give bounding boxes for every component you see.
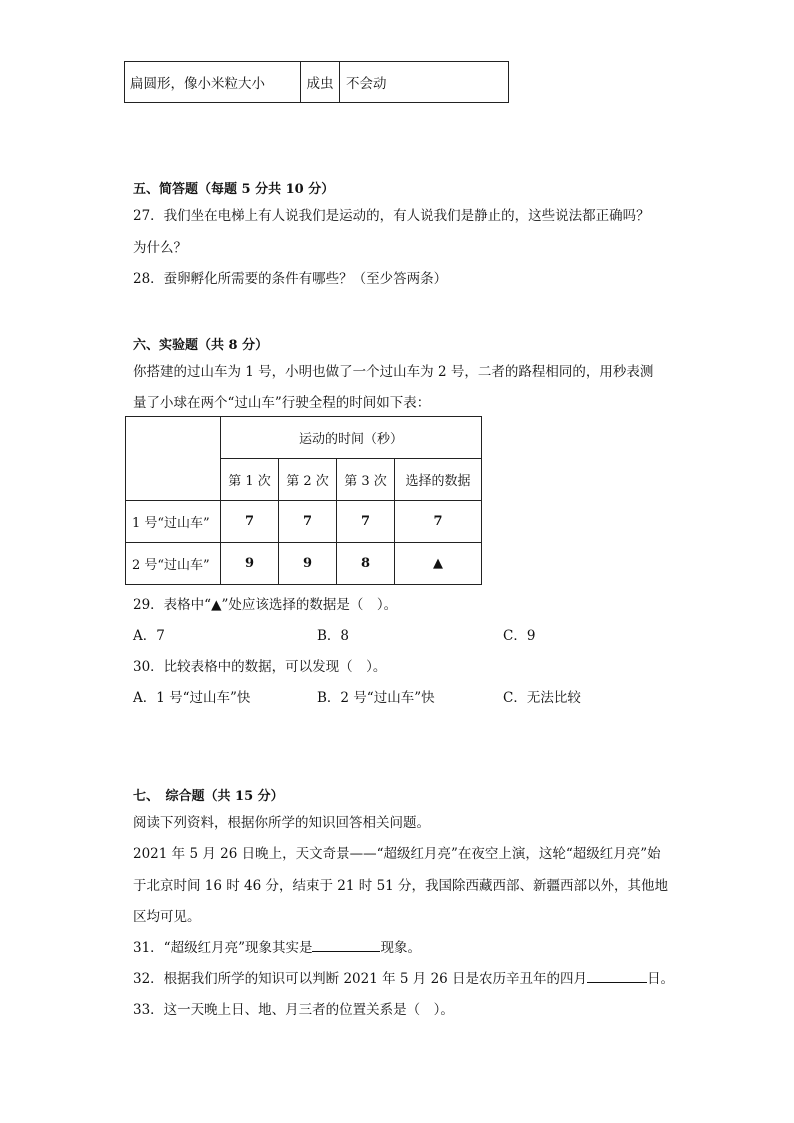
table-header: 选择的数据: [395, 459, 482, 501]
q32-suffix: 日。: [647, 971, 675, 987]
question-28: 28．蚕卵孵化所需要的条件有哪些？（至少答两条）: [133, 271, 448, 287]
experiment-intro-cont: 量了小球在两个“过山车”行驶全程的时间如下表：: [133, 395, 431, 411]
q31-suffix: 现象。: [380, 940, 421, 956]
table-corner-cell: [126, 417, 221, 501]
top-table: [124, 61, 509, 103]
table-row: [126, 543, 482, 585]
table-cell: 7: [337, 501, 395, 543]
table-cell: 8: [337, 543, 395, 585]
experiment-intro: 你搭建的过山车为 1 号，小明也做了一个过山车为 2 号，二者的路程相同的，用秒表测: [133, 364, 654, 380]
question-31: [133, 936, 421, 956]
answer-blank[interactable]: [312, 937, 380, 952]
table-cell: 成虫: [301, 62, 340, 103]
row-label: 1 号“过山车”: [126, 501, 221, 543]
reading-intro: 阅读下列资料，根据你所学的知识回答相关问题。: [133, 815, 430, 831]
table-row: [126, 501, 482, 543]
question-29: 29．表格中“▲”处应该选择的数据是（ ）。: [133, 597, 398, 613]
triangle-placeholder-cell: ▲: [395, 543, 482, 585]
table-header: 第 3 次: [337, 459, 395, 501]
question-30: 30．比较表格中的数据，可以发现（ ）。: [133, 659, 387, 675]
section-6-heading: 六、实验题（共 8 分）: [133, 338, 269, 353]
table-header: 第 1 次: [221, 459, 279, 501]
answer-blank[interactable]: [587, 968, 647, 983]
row-label: 2 号“过山车”: [126, 543, 221, 585]
passage-line-2: 于北京时间 16 时 46 分，结束于 21 时 51 分，我国除西藏西部、新疆西部以外，其他地: [133, 878, 669, 894]
table-cell: 7: [395, 501, 482, 543]
section-7-heading: 七、 综合题（共 15 分）: [133, 789, 284, 804]
table-header: 第 2 次: [279, 459, 337, 501]
table-cell: 7: [279, 501, 337, 543]
q30-option-c: C．无法比较: [503, 690, 581, 706]
q31-text: 31．“超级红月亮”现象其实是: [133, 940, 313, 956]
q32-text: 32．根据我们所学的知识可以判断 2021 年 5 月 26 日是农历辛丑年的四月: [133, 971, 588, 987]
table-cell: 9: [221, 543, 279, 585]
table-row: [125, 62, 509, 103]
q29-option-c: C．9: [503, 628, 536, 644]
section-5-heading: 五、简答题（每题 5 分共 10 分）: [133, 182, 335, 197]
question-27: 27．我们坐在电梯上有人说我们是运动的，有人说我们是静止的，这些说法都正确吗？: [133, 208, 650, 224]
question-27-cont: 为什么？: [133, 240, 187, 256]
table-cell: 不会动: [340, 62, 509, 103]
timing-table: [125, 416, 482, 585]
passage-line-1: 2021 年 5 月 26 日晚上，天文奇景——“超级红月亮”在夜空上演，这轮“超级红月亮”始: [133, 846, 661, 862]
table-cell: 扁圆形，像小米粒大小: [125, 62, 301, 103]
question-33: 33．这一天晚上日、地、月三者的位置关系是（ ）。: [133, 1002, 454, 1018]
table-group-header: 运动的时间（秒）: [221, 417, 482, 459]
table-header-row: [126, 417, 482, 459]
passage-line-3: 区均可见。: [133, 909, 201, 925]
q29-option-a: A．7: [133, 628, 165, 644]
question-32: [133, 967, 674, 987]
q30-option-b: B．2 号“过山车”快: [317, 690, 435, 706]
q29-option-b: B．8: [317, 628, 350, 644]
table-cell: 7: [221, 501, 279, 543]
table-cell: 9: [279, 543, 337, 585]
q30-option-a: A．1 号“过山车”快: [133, 690, 251, 706]
